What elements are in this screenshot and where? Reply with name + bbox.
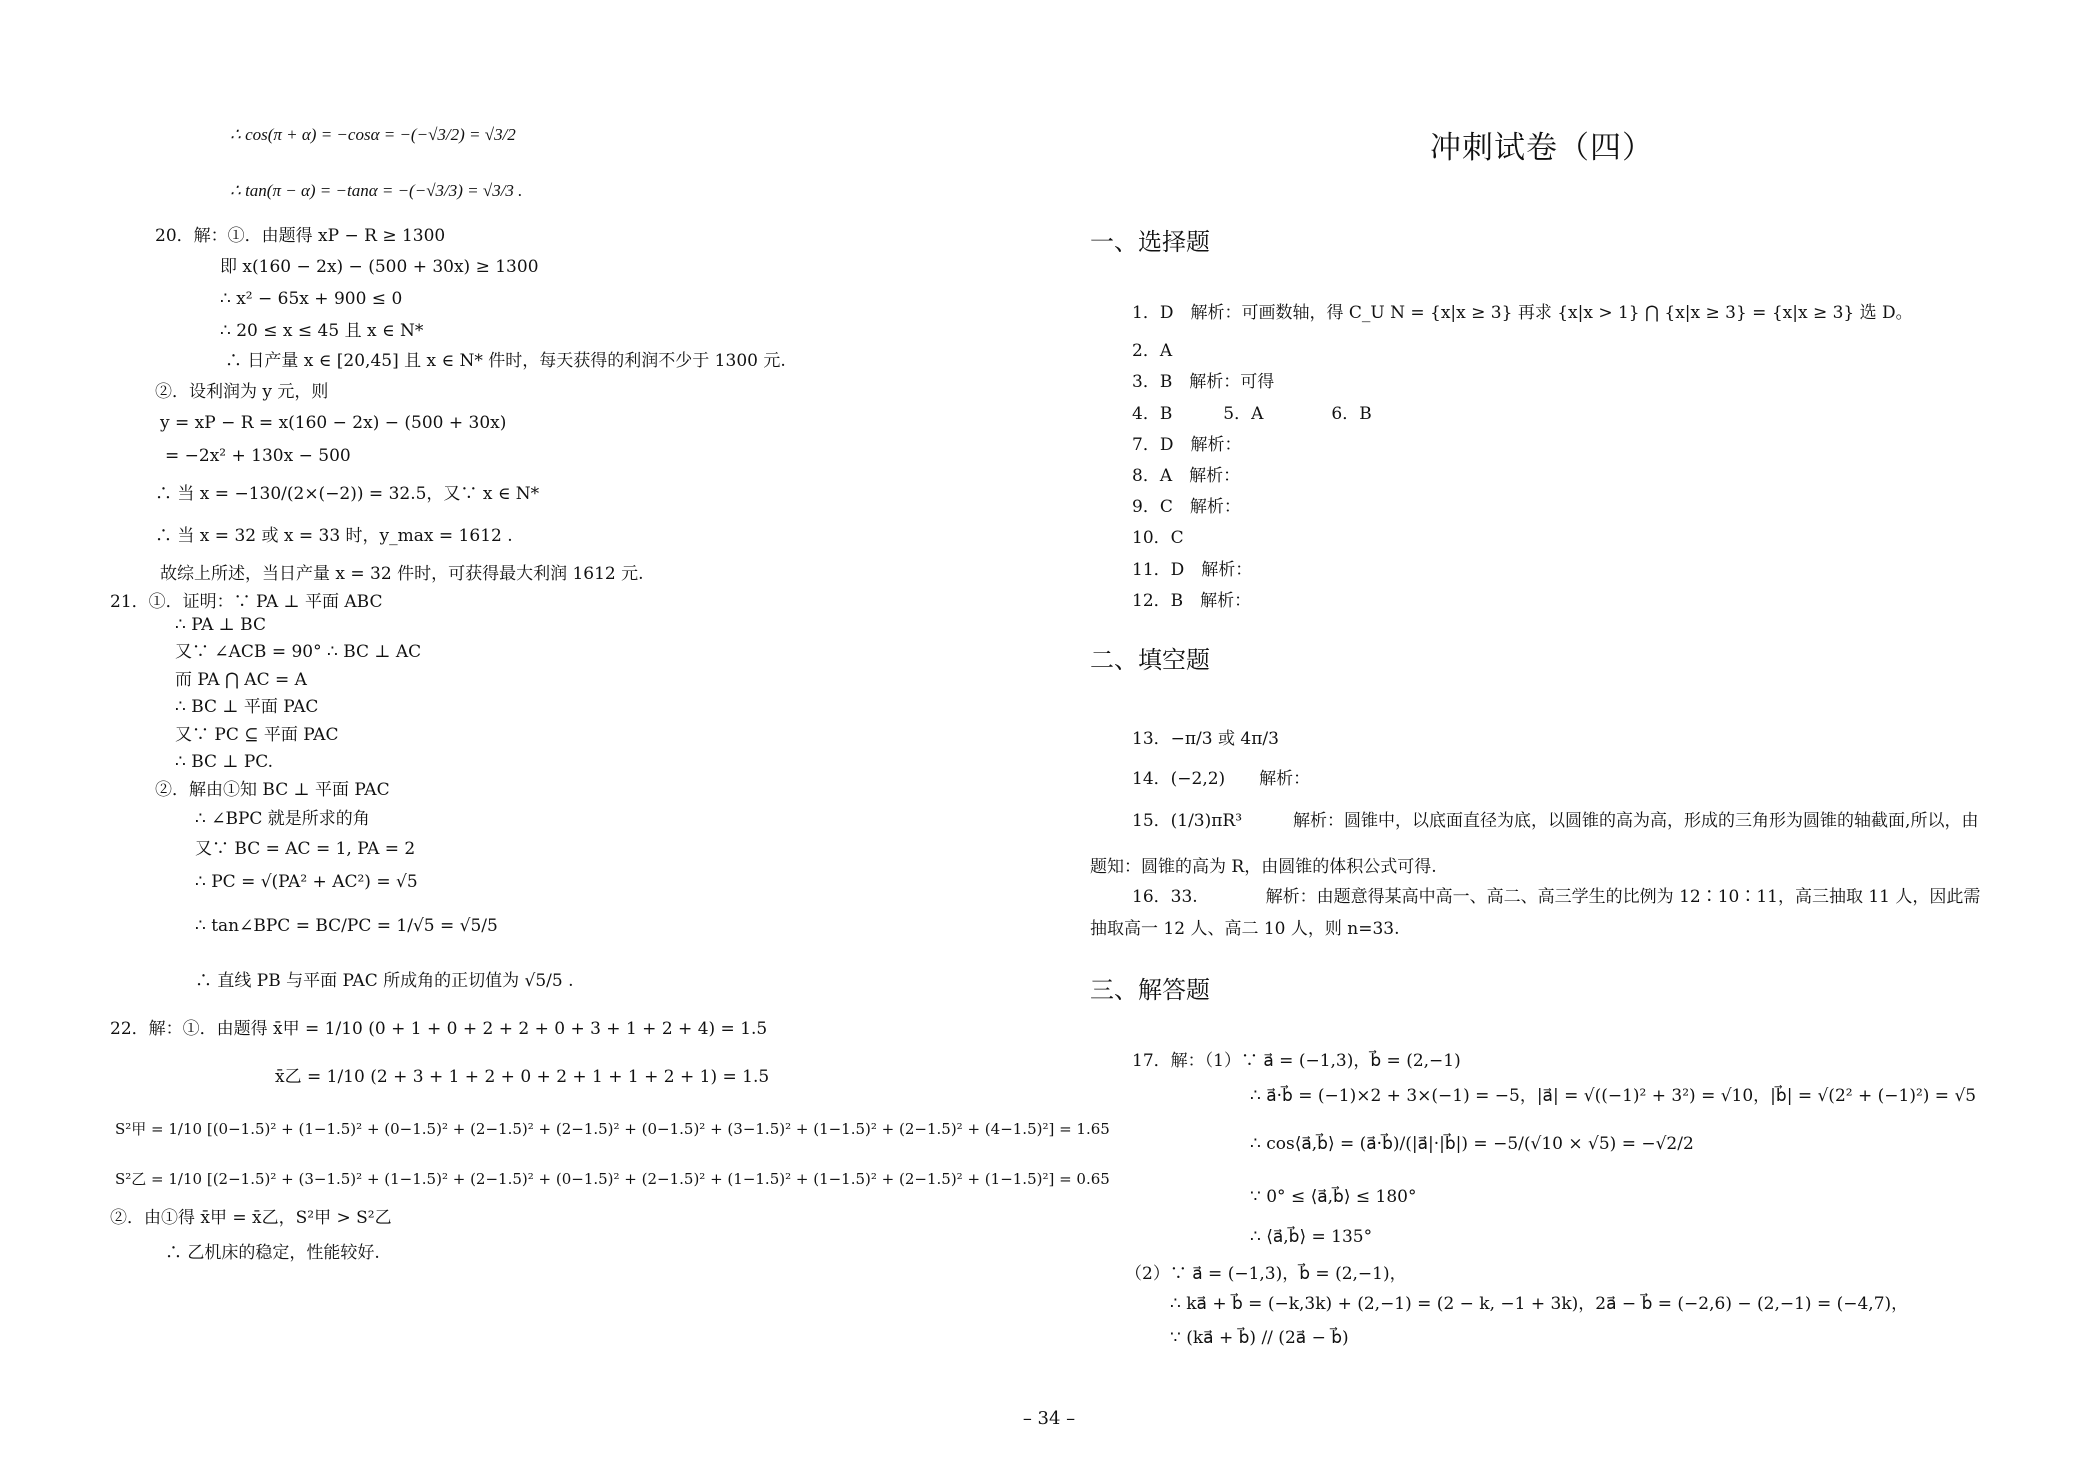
text-line: ∴ ka⃗ + b⃗ = (−k,3k) + (2,−1) = (2 − k, −1 + 3k)，2a⃗ − b⃗ = (−2,6) − (2,−1) = (−4,7)， bbox=[1170, 1294, 1909, 1314]
text-line: ②．由①得 x̄甲 = x̄乙，S²甲 > S²乙 bbox=[110, 1208, 392, 1228]
text-line: ∴ 日产量 x ∈ [20,45] 且 x ∈ N* 件时，每天获得的利润不少于 1300 元. bbox=[225, 351, 786, 371]
section-heading: 一、选择题 bbox=[1090, 228, 1210, 256]
page-title: 冲刺试卷（四） bbox=[1430, 130, 1654, 166]
text-line: 即 x(160 − 2x) − (500 + 30x) ≥ 1300 bbox=[220, 257, 539, 277]
text-line: ∴ 当 x = 32 或 x = 33 时，y_max = 1612 . bbox=[155, 526, 513, 546]
text-line: ∴ cos⟨a⃗,b⃗⟩ = (a⃗·b⃗)/(|a⃗|·|b⃗|) = −5/(√10 × √5) = −√2/2 bbox=[1250, 1134, 1694, 1154]
section-heading: 二、填空题 bbox=[1090, 646, 1210, 674]
text-line: ∴ BC ⊥ 平面 PAC bbox=[175, 697, 319, 717]
text-line: 12．B 解析： bbox=[1132, 591, 1252, 611]
text-line: 8．A 解析： bbox=[1132, 466, 1241, 486]
text-line: 题知：圆锥的高为 R，由圆锥的体积公式可得. bbox=[1090, 857, 1437, 877]
text-line: ∴ tan(π − α) = −tanα = −(−√3/3) = √3/3 . bbox=[230, 181, 523, 200]
text-line: ∴ BC ⊥ PC. bbox=[175, 752, 274, 772]
text-line: 3．B 解析：可得 bbox=[1132, 372, 1275, 392]
text-line: ∴ PC = √(PA² + AC²) = √5 bbox=[195, 872, 418, 892]
text-line: ∴ a⃗·b⃗ = (−1)×2 + 3×(−1) = −5，|a⃗| = √((−1)² + 3²) = √10，|b⃗| = √(2² + (−1)²) = √5 bbox=[1250, 1086, 1977, 1106]
text-line: ∵ (ka⃗ + b⃗) // (2a⃗ − b⃗) bbox=[1170, 1328, 1349, 1348]
text-line: 又∵ ∠ACB = 90° ∴ BC ⊥ AC bbox=[175, 642, 422, 662]
text-line: （2）∵ a⃗ = (−1,3)，b⃗ = (2,−1)， bbox=[1125, 1264, 1407, 1284]
page-number: – 34 – bbox=[1022, 1408, 1076, 1429]
text-line: 9．C 解析： bbox=[1132, 497, 1241, 517]
text-line: 14．(−2,2) 解析： bbox=[1132, 769, 1311, 789]
text-line: 10．C bbox=[1132, 528, 1184, 548]
text-line: 故综上所述，当日产量 x = 32 件时，可获得最大利润 1612 元. bbox=[160, 564, 644, 584]
text-line: 17．解：（1）∵ a⃗ = (−1,3)，b⃗ = (2,−1) bbox=[1132, 1051, 1461, 1071]
text-line: 21．①．证明：∵ PA ⊥ 平面 ABC bbox=[110, 592, 383, 612]
text-line: S²甲 = 1/10 [(0−1.5)² + (1−1.5)² + (0−1.5)² + (2−1.5)² + (2−1.5)² + (0−1.5)² + (3−1.5)² + (1−1.5)² + (2−1.5)² + (4−1.5)²] = 1.65 bbox=[115, 1120, 1110, 1138]
text-line: y = xP − R = x(160 − 2x) − (500 + 30x) bbox=[160, 413, 507, 433]
text-line: 又∵ BC = AC = 1, PA = 2 bbox=[195, 839, 416, 859]
text-line: 22．解：①．由题得 x̄甲 = 1/10 (0 + 1 + 0 + 2 + 2 + 0 + 3 + 1 + 2 + 4) = 1.5 bbox=[110, 1019, 768, 1039]
text-line: 11．D 解析： bbox=[1132, 560, 1253, 580]
text-line: ∴ ⟨a⃗,b⃗⟩ = 135° bbox=[1250, 1227, 1373, 1247]
text-line: 抽取高一 12 人、高二 10 人，则 n=33. bbox=[1090, 919, 1400, 939]
text-line: 而 PA ⋂ AC = A bbox=[175, 670, 307, 690]
text-line: ∴ 直线 PB 与平面 PAC 所成角的正切值为 √5/5 . bbox=[195, 971, 574, 991]
text-line: 7．D 解析： bbox=[1132, 435, 1242, 455]
text-line: = −2x² + 130x − 500 bbox=[165, 446, 351, 466]
text-line: 1．D 解析：可画数轴，得 C_U N = {x|x ≥ 3} 再求 {x|x > 1} ⋂ {x|x ≥ 3} = {x|x ≥ 3} 选 D。 bbox=[1132, 303, 1913, 323]
text-line: 13．−π/3 或 4π/3 bbox=[1132, 729, 1279, 749]
text-line: ∴ PA ⊥ BC bbox=[175, 615, 266, 635]
text-line: x̄乙 = 1/10 (2 + 3 + 1 + 2 + 0 + 2 + 1 + 1 + 2 + 1) = 1.5 bbox=[275, 1067, 770, 1087]
text-line: ∴ 当 x = −130/(2×(−2)) = 32.5，又∵ x ∈ N* bbox=[155, 484, 540, 504]
text-line: 16．33. 解析：由题意得某高中高一、高二、高三学生的比例为 12∶10∶11，高三抽取 11 人，因此需 bbox=[1132, 887, 1981, 907]
text-line: 2．A bbox=[1132, 341, 1173, 361]
text-line: ②．解由①知 BC ⊥ 平面 PAC bbox=[155, 780, 390, 800]
section-heading: 三、解答题 bbox=[1090, 976, 1210, 1004]
text-line: 20．解：①．由题得 xP − R ≥ 1300 bbox=[155, 226, 446, 246]
text-line: 15．(1/3)πR³ 解析：圆锥中，以底面直径为底，以圆锥的高为高，形成的三角形为圆锥的轴截面,所以，由 bbox=[1132, 811, 1979, 831]
text-line: ②．设利润为 y 元，则 bbox=[155, 382, 329, 402]
text-line: 4．B 5．A 6．B bbox=[1132, 404, 1372, 424]
text-line: ∴ tan∠BPC = BC/PC = 1/√5 = √5/5 bbox=[195, 916, 498, 936]
text-line: ∴ ∠BPC 就是所求的角 bbox=[195, 809, 370, 829]
text-line: ∴ 20 ≤ x ≤ 45 且 x ∈ N* bbox=[220, 321, 424, 341]
text-line: ∴ cos(π + α) = −cosα = −(−√3/2) = √3/2 bbox=[230, 125, 516, 144]
text-line: ∴ x² − 65x + 900 ≤ 0 bbox=[220, 289, 403, 309]
text-line: ∵ 0° ≤ ⟨a⃗,b⃗⟩ ≤ 180° bbox=[1250, 1187, 1417, 1207]
text-line: ∴ 乙机床的稳定，性能较好. bbox=[165, 1243, 380, 1263]
text-line: S²乙 = 1/10 [(2−1.5)² + (3−1.5)² + (1−1.5)² + (2−1.5)² + (0−1.5)² + (2−1.5)² + (1−1.5)² + (1−1.5)² + (2−1.5)² + (1−1.5)²] = 0.65 bbox=[115, 1170, 1110, 1188]
text-line: 又∵ PC ⊆ 平面 PAC bbox=[175, 725, 339, 745]
